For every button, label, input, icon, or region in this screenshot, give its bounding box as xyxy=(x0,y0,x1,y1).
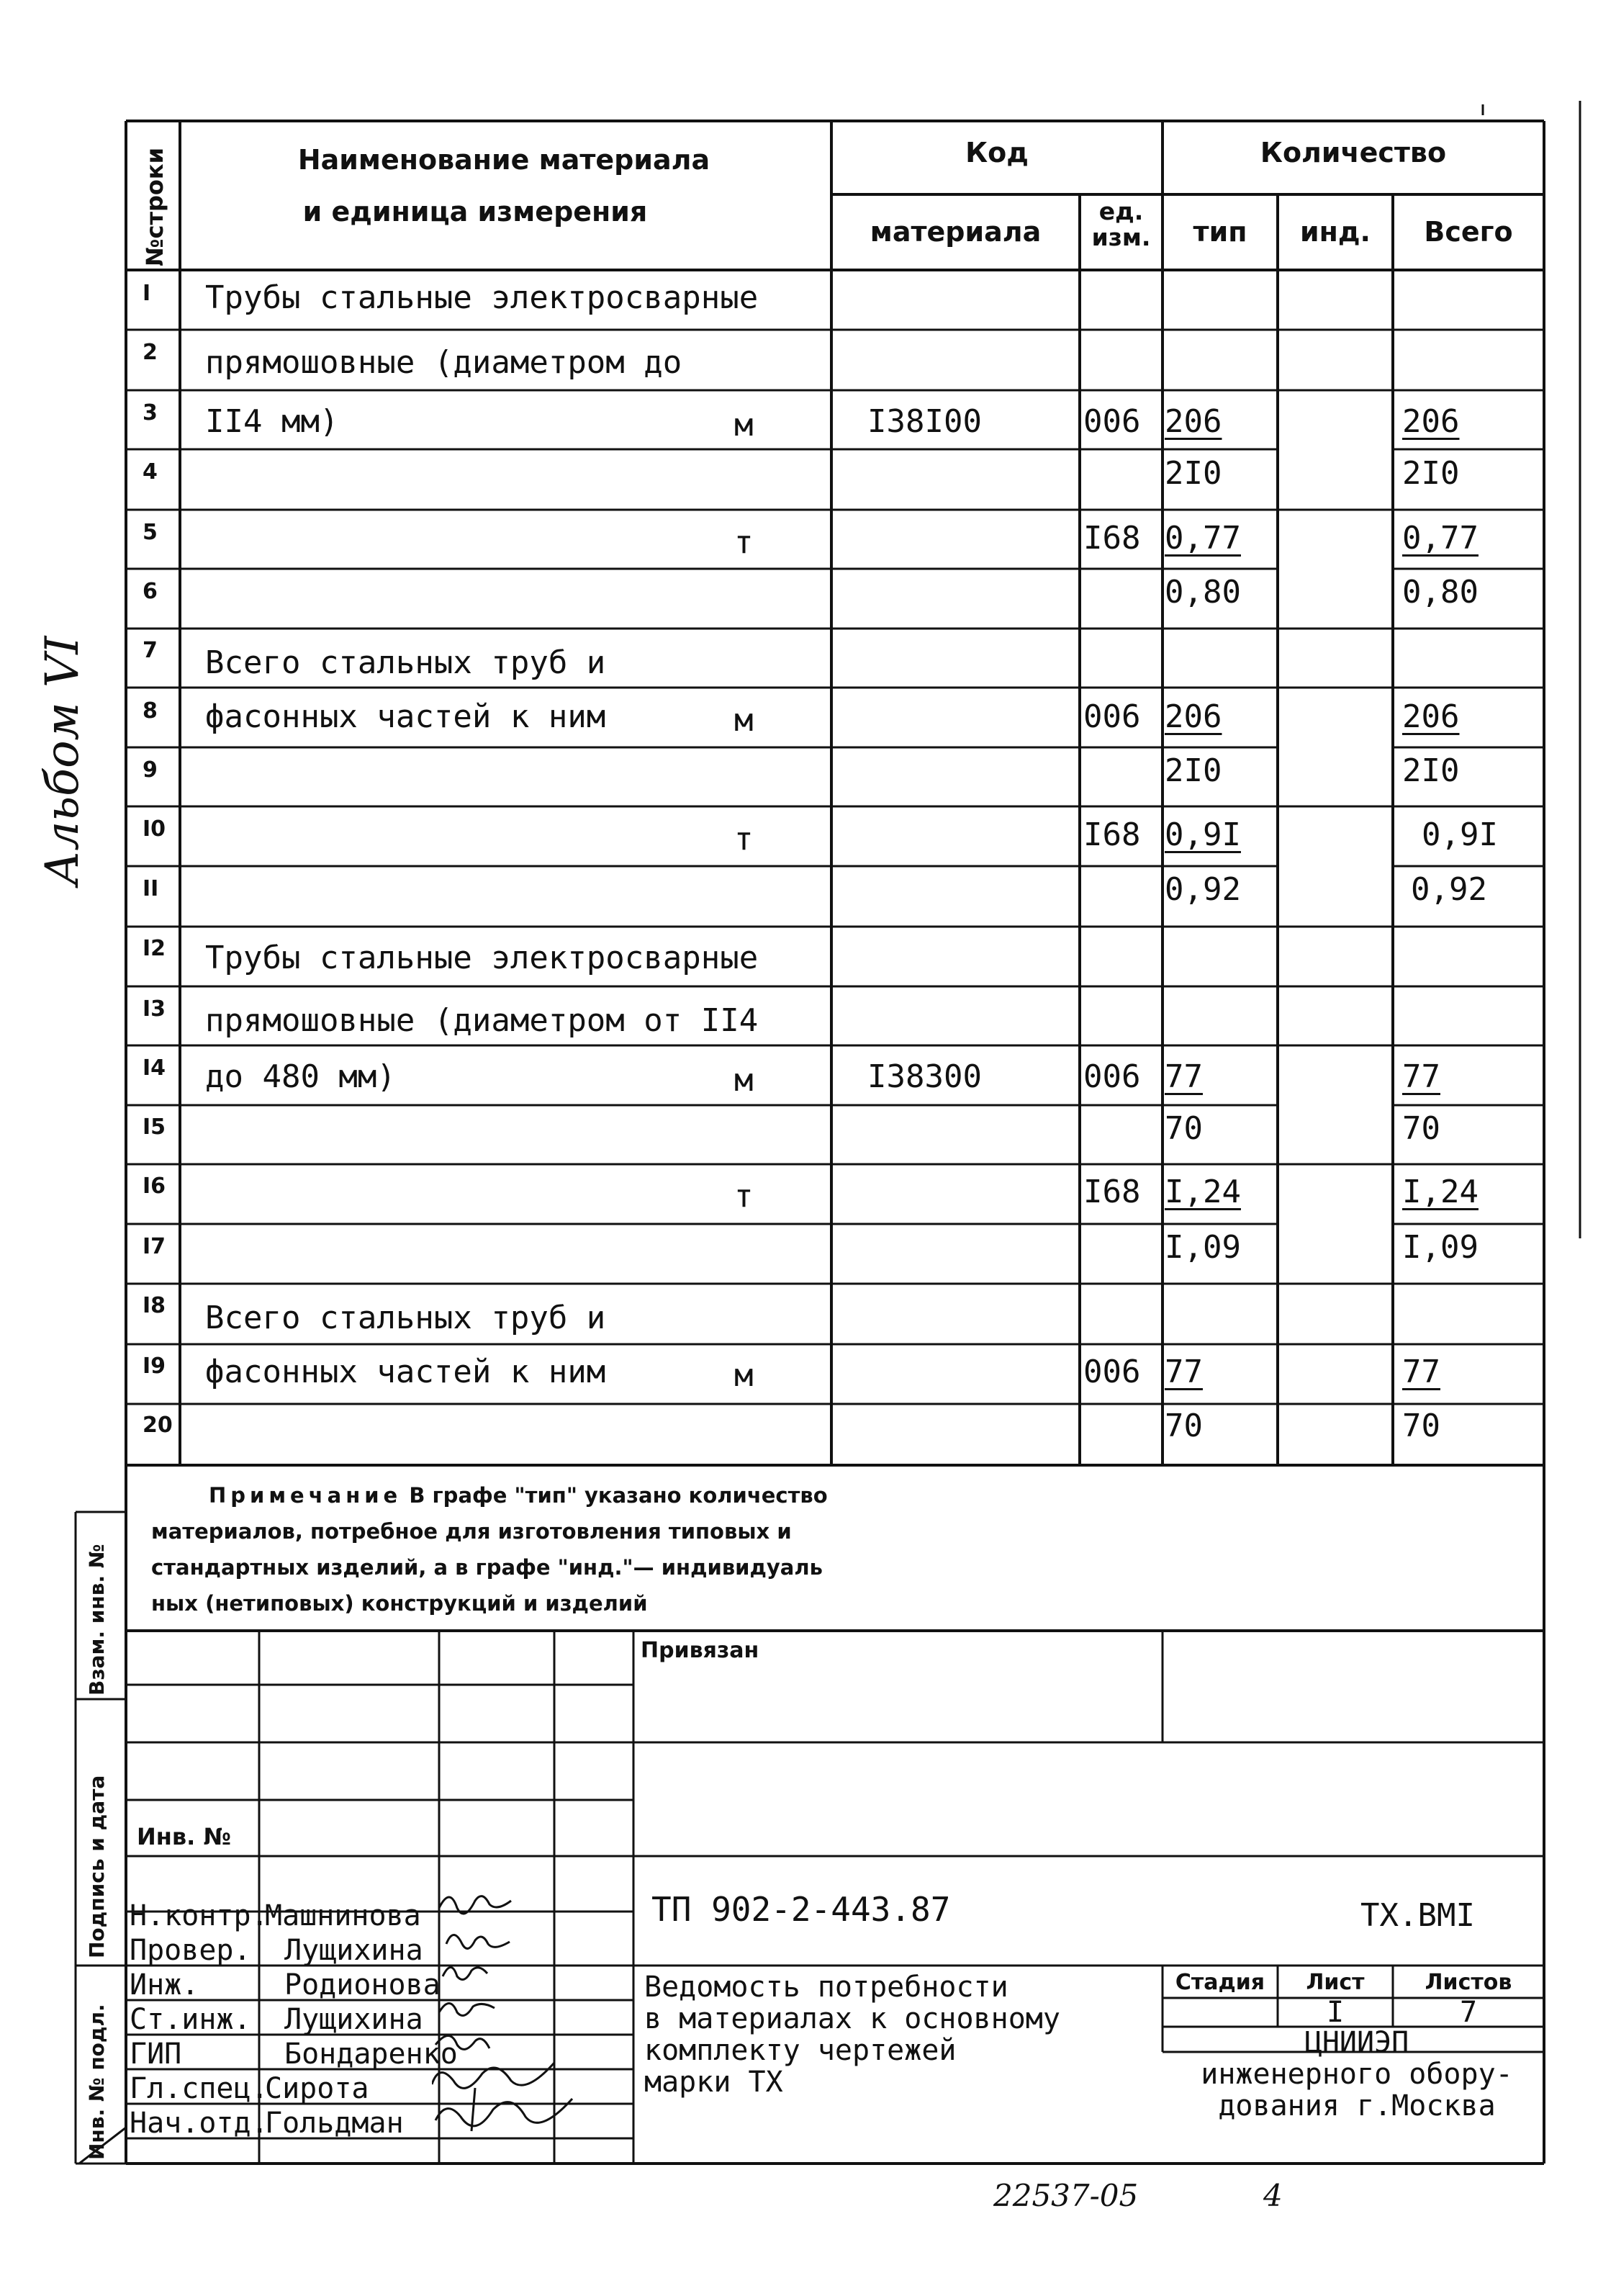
quantity-total-header: Всего xyxy=(1424,216,1513,248)
title-line-2: в материалах к основному xyxy=(644,2002,1060,2035)
row-name: фасонных частей к ним xyxy=(205,1354,606,1390)
note-line-3: стандартных изделий, а в графе "инд."— индивидуаль xyxy=(151,1555,823,1580)
note-line-1 xyxy=(209,1483,828,1508)
row-number: I2 xyxy=(143,936,166,961)
row-number: I8 xyxy=(143,1293,166,1318)
org-line-2: инженерного обору- xyxy=(1201,2058,1513,2091)
row-total-qty: 0,77 xyxy=(1402,520,1479,557)
row-number: I6 xyxy=(143,1174,166,1199)
row-number: 8 xyxy=(143,698,158,724)
row-name: фасонных частей к ним xyxy=(205,698,606,735)
sheet-value: I xyxy=(1326,1996,1345,2029)
inv-no-label: Инв. № xyxy=(137,1823,231,1850)
row-type-qty: 206 xyxy=(1165,698,1222,735)
row-number-header: №строки xyxy=(141,147,168,266)
signer-role: Н.контр. xyxy=(130,1899,268,1932)
sheets-label: Листов xyxy=(1425,1970,1512,1995)
row-name: II4 мм) xyxy=(205,403,339,440)
row-material-code: I38300 xyxy=(867,1058,982,1095)
code-unit-header: ед. изм. xyxy=(1091,197,1151,251)
row-type-qty: 0,9I xyxy=(1165,816,1241,853)
org-line-3: дования г.Москва xyxy=(1218,2089,1496,2122)
row-total-qty: 0,80 xyxy=(1402,574,1479,611)
signer-name: Лущихина xyxy=(284,1934,423,1967)
row-name: Трубы стальные электросварные xyxy=(205,940,759,976)
row-type-qty: 0,92 xyxy=(1165,871,1241,908)
row-number: I3 xyxy=(143,996,166,1022)
row-unit-code: 006 xyxy=(1083,1058,1141,1095)
row-name: Всего стальных труб и xyxy=(205,644,606,681)
note-lead: Примечание xyxy=(209,1483,402,1508)
row-total-qty: 2I0 xyxy=(1402,455,1460,492)
row-total-qty: I,09 xyxy=(1402,1229,1479,1266)
signer-role: Провер. xyxy=(130,1934,251,1967)
row-total-qty: 77 xyxy=(1402,1354,1440,1390)
row-name: прямошовные (диаметром до xyxy=(205,344,682,381)
row-unit-code: 006 xyxy=(1083,403,1141,440)
stage-label: Стадия xyxy=(1175,1970,1265,1995)
row-unit: м xyxy=(734,702,754,739)
row-name: Всего стальных труб и xyxy=(205,1300,606,1336)
album-label: Альбом VI xyxy=(36,636,89,886)
row-type-qty: 77 xyxy=(1165,1354,1203,1390)
row-number: 2 xyxy=(143,340,158,365)
code-header: Код xyxy=(965,137,1029,168)
organization xyxy=(1170,2027,1544,2122)
row-name: до 480 мм) xyxy=(205,1058,396,1095)
row-number: I xyxy=(143,281,151,306)
signer-name: Лущихина xyxy=(284,2003,423,2036)
row-unit-code: 006 xyxy=(1083,698,1141,735)
privyazan-label: Привязан xyxy=(641,1638,759,1663)
side-label-vzam: Взам. инв. № xyxy=(85,1544,109,1696)
row-total-qty: 206 xyxy=(1402,403,1460,440)
row-number: II xyxy=(143,876,159,901)
row-unit: м xyxy=(734,407,754,444)
signer-name: Гольдман xyxy=(265,2107,404,2140)
row-number: I5 xyxy=(143,1115,166,1140)
name-header-line2: и единица измерения xyxy=(302,196,648,228)
row-type-qty: 0,80 xyxy=(1165,574,1241,611)
row-number: 5 xyxy=(143,520,158,545)
signer-role: Инж. xyxy=(130,1968,199,2002)
signer-role: Ст.инж. xyxy=(130,2003,251,2036)
note-line-4: ных (нетиповых) конструкций и изделий xyxy=(151,1591,648,1616)
row-number: I9 xyxy=(143,1354,166,1379)
quantity-type-header: тип xyxy=(1193,216,1247,248)
row-total-qty: 70 xyxy=(1402,1408,1440,1444)
row-name: прямошовные (диаметром от II4 xyxy=(205,1002,759,1039)
side-label-podpis: Подпись и дата xyxy=(85,1775,109,1958)
row-type-qty: 0,77 xyxy=(1165,520,1241,557)
document-mark: ТХ.ВМI xyxy=(1360,1897,1475,1934)
row-unit: т xyxy=(734,821,754,857)
row-unit: т xyxy=(734,524,754,561)
row-total-qty: 0,92 xyxy=(1411,871,1487,908)
row-total-qty: 70 xyxy=(1402,1110,1440,1147)
row-number: 3 xyxy=(143,400,158,426)
row-number: I7 xyxy=(143,1234,166,1259)
row-type-qty: 70 xyxy=(1165,1408,1203,1444)
document-title xyxy=(644,1971,1060,2098)
row-type-qty: I,24 xyxy=(1165,1174,1241,1210)
org-line-1: ЦНИИЭП xyxy=(1304,2026,1409,2059)
row-type-qty: 70 xyxy=(1165,1110,1203,1147)
row-type-qty: 206 xyxy=(1165,403,1222,440)
row-type-qty: I,09 xyxy=(1165,1229,1241,1266)
footer-number: 22537-05 xyxy=(993,2178,1139,2213)
footer-page: 4 xyxy=(1263,2178,1283,2213)
signer-role: Нач.отд. xyxy=(130,2107,268,2140)
row-total-qty: 77 xyxy=(1402,1058,1440,1095)
title-line-3: комплекту чертежей xyxy=(644,2034,957,2067)
row-number: 4 xyxy=(143,459,158,485)
row-type-qty: 2I0 xyxy=(1165,455,1222,492)
sheet-label: Лист xyxy=(1306,1970,1365,1995)
quantity-header: Количество xyxy=(1260,137,1447,168)
row-number: 20 xyxy=(143,1413,173,1438)
sheets-value: 7 xyxy=(1459,1996,1478,2029)
signer-name: Родионова xyxy=(284,1968,441,2002)
row-unit: м xyxy=(734,1062,754,1099)
note-line-2: материалов, потребное для изготовления типовых и xyxy=(151,1519,792,1544)
signer-name: Сирота xyxy=(265,2072,369,2105)
signatures-graphic xyxy=(432,1879,583,2167)
row-type-qty: 77 xyxy=(1165,1058,1203,1095)
row-number: I4 xyxy=(143,1055,166,1081)
row-type-qty: 2I0 xyxy=(1165,752,1222,789)
title-line-4: марки ТХ xyxy=(644,2066,783,2099)
title-line-1: Ведомость потребности xyxy=(644,1971,1008,2004)
side-label-inv: Инв. № подл. xyxy=(85,2004,109,2160)
row-unit-code: I68 xyxy=(1083,1174,1141,1210)
row-unit-code: 006 xyxy=(1083,1354,1141,1390)
row-name: Трубы стальные электросварные xyxy=(205,279,759,316)
quantity-ind-header: инд. xyxy=(1299,216,1371,248)
row-number: 6 xyxy=(143,579,158,604)
row-number: 9 xyxy=(143,757,158,783)
document-code: ТП 902-2-443.87 xyxy=(651,1890,951,1929)
row-number: 7 xyxy=(143,638,158,663)
row-total-qty: I,24 xyxy=(1402,1174,1479,1210)
row-total-qty: 206 xyxy=(1402,698,1460,735)
row-unit: т xyxy=(734,1178,754,1215)
row-total-qty: 2I0 xyxy=(1402,752,1460,789)
name-header-line1: Наименование материала xyxy=(297,144,710,176)
signer-role: Гл.спец. xyxy=(130,2072,268,2105)
row-unit: м xyxy=(734,1357,754,1394)
row-unit-code: I68 xyxy=(1083,520,1141,557)
row-total-qty: 0,9I xyxy=(1422,816,1498,853)
signer-name: Машнинова xyxy=(265,1899,421,1932)
row-number: I0 xyxy=(143,816,166,842)
row-material-code: I38I00 xyxy=(867,403,982,440)
note-text: В графе "тип" указано количество xyxy=(402,1483,828,1508)
code-material-header: материала xyxy=(870,216,1042,248)
signer-name: Бондаренко xyxy=(284,2038,458,2071)
row-unit-code: I68 xyxy=(1083,816,1141,853)
signer-role: ГИП xyxy=(130,2038,182,2071)
